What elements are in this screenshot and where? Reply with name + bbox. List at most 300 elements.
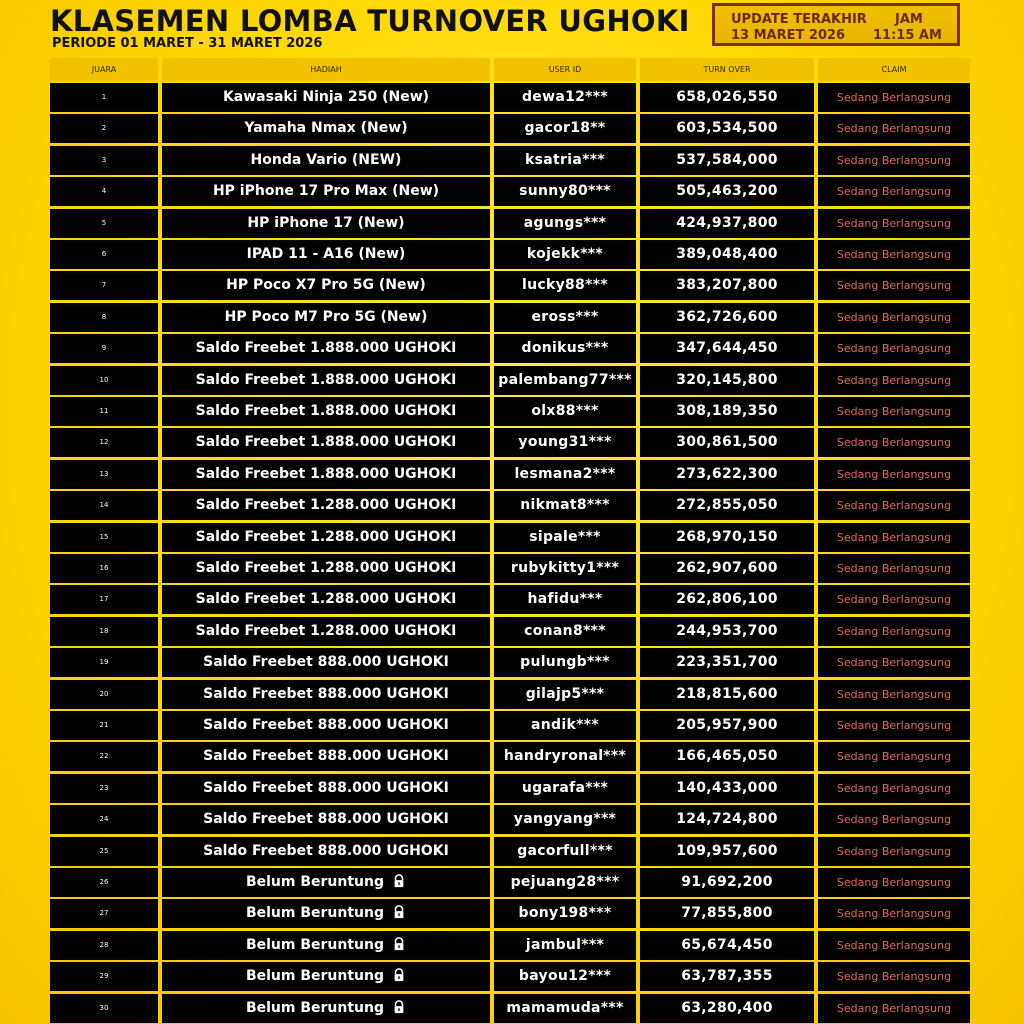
turnover-cell [640,303,814,332]
prize-cell-text: Saldo Freebet 1.888.000 UGHOKI [195,434,457,450]
user-id-cell-text: nikmat8*** [520,497,610,513]
claim-status [818,899,970,928]
turnover-cell [640,209,814,238]
prize-cell [162,868,490,897]
lock-icon [392,901,406,915]
user-id-cell [494,334,636,363]
prize-cell-text: Saldo Freebet 888.000 UGHOKI [203,686,449,702]
user-id-cell-text: pejuang28*** [510,874,620,890]
rank-cell-text: 16 [99,564,109,572]
claim-status [818,303,970,332]
rank-cell-text: 28 [99,941,109,949]
turnover-cell [640,334,814,363]
user-id-cell-text: pulungb*** [520,654,610,670]
prize-cell-text: HP Poco X7 Pro 5G (New) [226,277,426,293]
prize-cell-text: Saldo Freebet 888.000 UGHOKI [203,843,449,859]
rank-cell-text: 29 [99,972,109,980]
rank-cell [50,491,158,520]
turnover-cell-text: 537,584,000 [676,152,778,168]
header-user-id: USER ID [494,58,636,81]
rank-cell [50,585,158,614]
turnover-cell [640,680,814,709]
prize-cell [162,617,490,646]
lock-icon [392,933,406,947]
rank-cell [50,617,158,646]
rank-cell-text: 8 [101,313,107,321]
user-id-cell-text: conan8*** [524,623,606,639]
user-id-cell-text: hafidu*** [527,591,603,607]
rank-cell-text: 20 [99,690,109,698]
prize-cell-text: Honda Vario (NEW) [250,152,402,168]
rank-cell [50,83,158,112]
turnover-cell [640,114,814,143]
claim-status [818,240,970,269]
prize-cell-text: Saldo Freebet 888.000 UGHOKI [203,811,449,827]
turnover-cell-text: 218,815,600 [676,686,778,702]
time-label: JAM [895,12,923,27]
user-id-cell-text: gacorfull*** [517,843,613,859]
user-id-cell-text: jambul*** [525,937,605,953]
header-prize: HADIAH [162,58,490,81]
prize-cell-text: Saldo Freebet 1.288.000 UGHOKI [195,623,457,639]
rank-cell [50,460,158,489]
prize-cell-text: Kawasaki Ninja 250 (New) [222,89,430,105]
prize-cell-text: Saldo Freebet 1.288.000 UGHOKI [195,497,457,513]
turnover-cell [640,554,814,583]
user-id-cell-text: ksatria*** [525,152,605,168]
turnover-cell [640,491,814,520]
user-id-cell [494,585,636,614]
prize-cell [162,648,490,677]
prize-cell-text: Saldo Freebet 1.888.000 UGHOKI [195,340,457,356]
rank-cell [50,742,158,771]
rank-cell-text: 30 [99,1004,109,1012]
turnover-cell-text: 603,534,500 [676,120,778,136]
user-id-cell-text: sipale*** [529,529,601,545]
prize-cell-text: Saldo Freebet 888.000 UGHOKI [203,717,449,733]
claim-status-text: Sedang Berlangsung [836,813,952,826]
user-id-cell-text: palembang77*** [498,372,632,388]
rank-cell-text: 19 [99,658,109,666]
user-id-cell [494,428,636,457]
rank-cell [50,114,158,143]
user-id-cell-text: mamamuda*** [506,1000,624,1016]
turnover-cell-text: 205,957,900 [676,717,778,733]
turnover-cell [640,962,814,991]
rank-cell [50,271,158,300]
turnover-cell-text: 244,953,700 [676,623,778,639]
claim-status-text: Sedang Berlangsung [836,248,952,261]
rank-cell-text: 14 [99,501,109,509]
claim-status-text: Sedang Berlangsung [836,468,952,481]
claim-status-text: Sedang Berlangsung [836,782,952,795]
rank-cell [50,146,158,175]
turnover-cell-text: 63,280,400 [681,1000,773,1016]
prize-cell [162,271,490,300]
turnover-cell-text: 300,861,500 [676,434,778,450]
claim-status [818,585,970,614]
prize-cell [162,994,490,1023]
prize-cell [162,397,490,426]
claim-status [818,523,970,552]
prize-cell [162,428,490,457]
user-id-cell [494,805,636,834]
user-id-cell-text: handryronal*** [503,748,627,764]
rank-cell [50,366,158,395]
turnover-cell [640,899,814,928]
turnover-cell [640,146,814,175]
user-id-cell-text: young31*** [518,434,612,450]
rank-cell-text: 15 [99,533,109,541]
rank-cell [50,931,158,960]
last-update-box [712,3,960,46]
rank-cell [50,805,158,834]
user-id-cell [494,868,636,897]
prize-cell [162,774,490,803]
claim-status-text: Sedang Berlangsung [836,311,952,324]
rank-cell-text: 7 [101,281,107,289]
rank-cell [50,428,158,457]
turnover-cell [640,240,814,269]
claim-status [818,994,970,1023]
rank-cell [50,397,158,426]
rank-cell-text: 26 [99,878,109,886]
turnover-cell-text: 223,351,700 [676,654,778,670]
claim-status-text: Sedang Berlangsung [836,342,952,355]
claim-status-text: Sedang Berlangsung [836,122,952,135]
rank-cell [50,240,158,269]
claim-status [818,491,970,520]
user-id-cell [494,648,636,677]
turnover-cell-text: 272,855,050 [676,497,778,513]
prize-cell [162,460,490,489]
user-id-cell [494,617,636,646]
claim-status-text: Sedang Berlangsung [836,374,952,387]
claim-status [818,209,970,238]
turnover-cell [640,460,814,489]
turnover-cell-text: 262,806,100 [676,591,778,607]
page-title: KLASEMEN LOMBA TURNOVER UGHOKI [50,4,690,38]
claim-status-text: Sedang Berlangsung [836,750,952,763]
user-id-cell-text: gilajp5*** [525,686,605,702]
turnover-cell-text: 273,622,300 [676,466,778,482]
user-id-cell-text: yangyang*** [513,811,617,827]
user-id-cell-text: donikus*** [521,340,609,356]
claim-status-text: Sedang Berlangsung [836,562,952,575]
rank-cell [50,680,158,709]
claim-status-text: Sedang Berlangsung [836,845,952,858]
prize-cell-text: Saldo Freebet 888.000 UGHOKI [203,780,449,796]
claim-status-text: Sedang Berlangsung [836,939,952,952]
header-turnover: TURN OVER [640,58,814,81]
claim-status-text: Sedang Berlangsung [836,907,952,920]
prize-cell-text: HP iPhone 17 (New) [247,215,405,231]
rank-cell [50,994,158,1023]
user-id-cell [494,711,636,740]
update-label: UPDATE TERAKHIR [731,12,867,27]
rank-cell-text: 5 [101,219,107,227]
lock-icon [392,964,406,978]
turnover-cell [640,994,814,1023]
lock-icon [392,870,406,884]
user-id-cell [494,554,636,583]
user-id-cell-text: sunny80*** [519,183,611,199]
prize-cell [162,742,490,771]
turnover-cell [640,271,814,300]
claim-status [818,680,970,709]
prize-cell [162,491,490,520]
turnover-cell-text: 77,855,800 [681,905,773,921]
user-id-cell-text: agungs*** [523,215,607,231]
claim-status [818,428,970,457]
turnover-cell-text: 320,145,800 [676,372,778,388]
rank-cell [50,899,158,928]
claim-status-text: Sedang Berlangsung [836,436,952,449]
turnover-cell-text: 424,937,800 [676,215,778,231]
user-id-cell-text: dewa12*** [521,89,609,105]
prize-cell [162,114,490,143]
user-id-cell [494,899,636,928]
user-id-cell [494,962,636,991]
user-id-cell [494,491,636,520]
turnover-cell [640,711,814,740]
claim-status [818,742,970,771]
user-id-cell [494,994,636,1023]
prize-cell-text: Saldo Freebet 1.288.000 UGHOKI [195,560,457,576]
user-id-cell-text: gacor18** [524,120,606,136]
user-id-cell [494,931,636,960]
rank-cell [50,177,158,206]
turnover-cell [640,931,814,960]
prize-cell-text: Belum Beruntung [245,968,385,984]
claim-status [818,648,970,677]
user-id-cell-text: andik*** [531,717,599,733]
turnover-cell [640,397,814,426]
user-id-cell [494,177,636,206]
rank-cell-text: 12 [99,438,109,446]
rank-cell [50,837,158,866]
turnover-cell-text: 362,726,600 [676,309,778,325]
claim-status-text: Sedang Berlangsung [836,499,952,512]
prize-cell-text: Belum Beruntung [245,937,385,953]
turnover-cell-text: 383,207,800 [676,277,778,293]
user-id-cell [494,240,636,269]
prize-cell [162,523,490,552]
prize-cell [162,146,490,175]
prize-cell-text: Belum Beruntung [245,874,385,890]
turnover-cell [640,742,814,771]
claim-status [818,805,970,834]
claim-status-text: Sedang Berlangsung [836,217,952,230]
prize-cell [162,837,490,866]
claim-status [818,837,970,866]
user-id-cell-text: rubykitty1*** [510,560,620,576]
turnover-cell-text: 140,433,000 [676,780,778,796]
turnover-cell [640,366,814,395]
claim-status [818,334,970,363]
prize-cell-text: Saldo Freebet 1.288.000 UGHOKI [195,529,457,545]
turnover-cell-text: 505,463,200 [676,183,778,199]
turnover-cell-text: 389,048,400 [676,246,778,262]
claim-status [818,397,970,426]
rank-cell [50,962,158,991]
claim-status [818,146,970,175]
claim-status [818,554,970,583]
rank-cell-text: 3 [101,156,107,164]
rank-cell [50,774,158,803]
turnover-cell [640,617,814,646]
claim-status-text: Sedang Berlangsung [836,876,952,889]
claim-status-text: Sedang Berlangsung [836,405,952,418]
prize-cell-text: Saldo Freebet 1.888.000 UGHOKI [195,466,457,482]
rank-cell-text: 1 [101,93,107,101]
turnover-cell-text: 65,674,450 [681,937,773,953]
prize-cell [162,680,490,709]
user-id-cell [494,460,636,489]
claim-status-text: Sedang Berlangsung [836,531,952,544]
prize-cell-text: Yamaha Nmax (New) [244,120,408,136]
rank-cell [50,711,158,740]
rank-cell-text: 27 [99,909,109,917]
prize-cell [162,554,490,583]
prize-cell-text: Saldo Freebet 888.000 UGHOKI [203,748,449,764]
user-id-cell-text: olx88*** [531,403,599,419]
rank-cell-text: 9 [101,344,107,352]
claim-status-text: Sedang Berlangsung [836,279,952,292]
claim-status-text: Sedang Berlangsung [836,593,952,606]
rank-cell-text: 6 [101,250,107,258]
claim-status [818,177,970,206]
claim-status-text: Sedang Berlangsung [836,970,952,983]
user-id-cell-text: kojekk*** [526,246,604,262]
turnover-cell [640,83,814,112]
user-id-cell [494,83,636,112]
header-claim: CLAIM [818,58,970,81]
prize-cell-text: HP iPhone 17 Pro Max (New) [212,183,440,199]
prize-cell [162,585,490,614]
claim-status [818,868,970,897]
turnover-cell [640,868,814,897]
turnover-cell-text: 268,970,150 [676,529,778,545]
claim-status-text: Sedang Berlangsung [836,91,952,104]
time-value: 11:15 AM [873,28,942,43]
rank-cell-text: 17 [99,595,109,603]
user-id-cell [494,146,636,175]
rank-cell-text: 10 [99,376,109,384]
prize-cell [162,366,490,395]
lock-icon [392,996,406,1010]
claim-status [818,366,970,395]
turnover-cell [640,523,814,552]
claim-status [818,460,970,489]
rank-cell [50,209,158,238]
prize-cell-text: HP Poco M7 Pro 5G (New) [224,309,428,325]
claim-status-text: Sedang Berlangsung [836,719,952,732]
claim-status [818,931,970,960]
user-id-cell-text: ugarafa*** [521,780,609,796]
user-id-cell [494,774,636,803]
turnover-cell-text: 262,907,600 [676,560,778,576]
user-id-cell [494,837,636,866]
user-id-cell [494,209,636,238]
prize-cell [162,805,490,834]
rank-cell-text: 24 [99,815,109,823]
turnover-cell-text: 124,724,800 [676,811,778,827]
rank-cell-text: 18 [99,627,109,635]
claim-status [818,774,970,803]
turnover-cell-text: 91,692,200 [681,874,773,890]
prize-cell-text: Belum Beruntung [245,1000,385,1016]
header-rank: JUARA [50,58,158,81]
prize-cell-text: Saldo Freebet 888.000 UGHOKI [203,654,449,670]
turnover-cell-text: 658,026,550 [676,89,778,105]
prize-cell-text: Belum Beruntung [245,905,385,921]
prize-cell [162,334,490,363]
user-id-cell [494,680,636,709]
user-id-cell [494,114,636,143]
turnover-cell [640,805,814,834]
turnover-cell-text: 166,465,050 [676,748,778,764]
claim-status-text: Sedang Berlangsung [836,1002,952,1015]
rank-cell-text: 11 [99,407,109,415]
rank-cell-text: 2 [101,124,107,132]
turnover-cell-text: 347,644,450 [676,340,778,356]
user-id-cell [494,523,636,552]
prize-cell [162,240,490,269]
turnover-cell [640,774,814,803]
rank-cell [50,554,158,583]
period-label: PERIODE 01 MARET - 31 MARET 2026 [52,36,323,51]
user-id-cell [494,742,636,771]
turnover-cell [640,428,814,457]
prize-cell [162,711,490,740]
turnover-cell-text: 308,189,350 [676,403,778,419]
prize-cell-text: IPAD 11 - A16 (New) [246,246,406,262]
user-id-cell [494,271,636,300]
rank-cell [50,648,158,677]
claim-status-text: Sedang Berlangsung [836,688,952,701]
turnover-cell [640,585,814,614]
user-id-cell [494,397,636,426]
prize-cell-text: Saldo Freebet 1.888.000 UGHOKI [195,372,457,388]
rank-cell [50,334,158,363]
turnover-cell [640,837,814,866]
prize-cell [162,177,490,206]
prize-cell [162,899,490,928]
claim-status-text: Sedang Berlangsung [836,154,952,167]
user-id-cell-text: lucky88*** [522,277,608,293]
turnover-cell-text: 63,787,355 [681,968,773,984]
prize-cell [162,931,490,960]
prize-cell-text: Saldo Freebet 1.288.000 UGHOKI [195,591,457,607]
claim-status [818,114,970,143]
prize-cell [162,209,490,238]
turnover-cell [640,648,814,677]
rank-cell-text: 21 [99,721,109,729]
prize-cell [162,962,490,991]
rank-cell [50,523,158,552]
claim-status [818,711,970,740]
rank-cell-text: 4 [101,187,107,195]
rank-cell [50,868,158,897]
rank-cell-text: 22 [99,752,109,760]
prize-cell [162,83,490,112]
user-id-cell-text: bayou12*** [518,968,612,984]
rank-cell-text: 25 [99,847,109,855]
user-id-cell [494,366,636,395]
prize-cell [162,303,490,332]
turnover-cell-text: 109,957,600 [676,843,778,859]
